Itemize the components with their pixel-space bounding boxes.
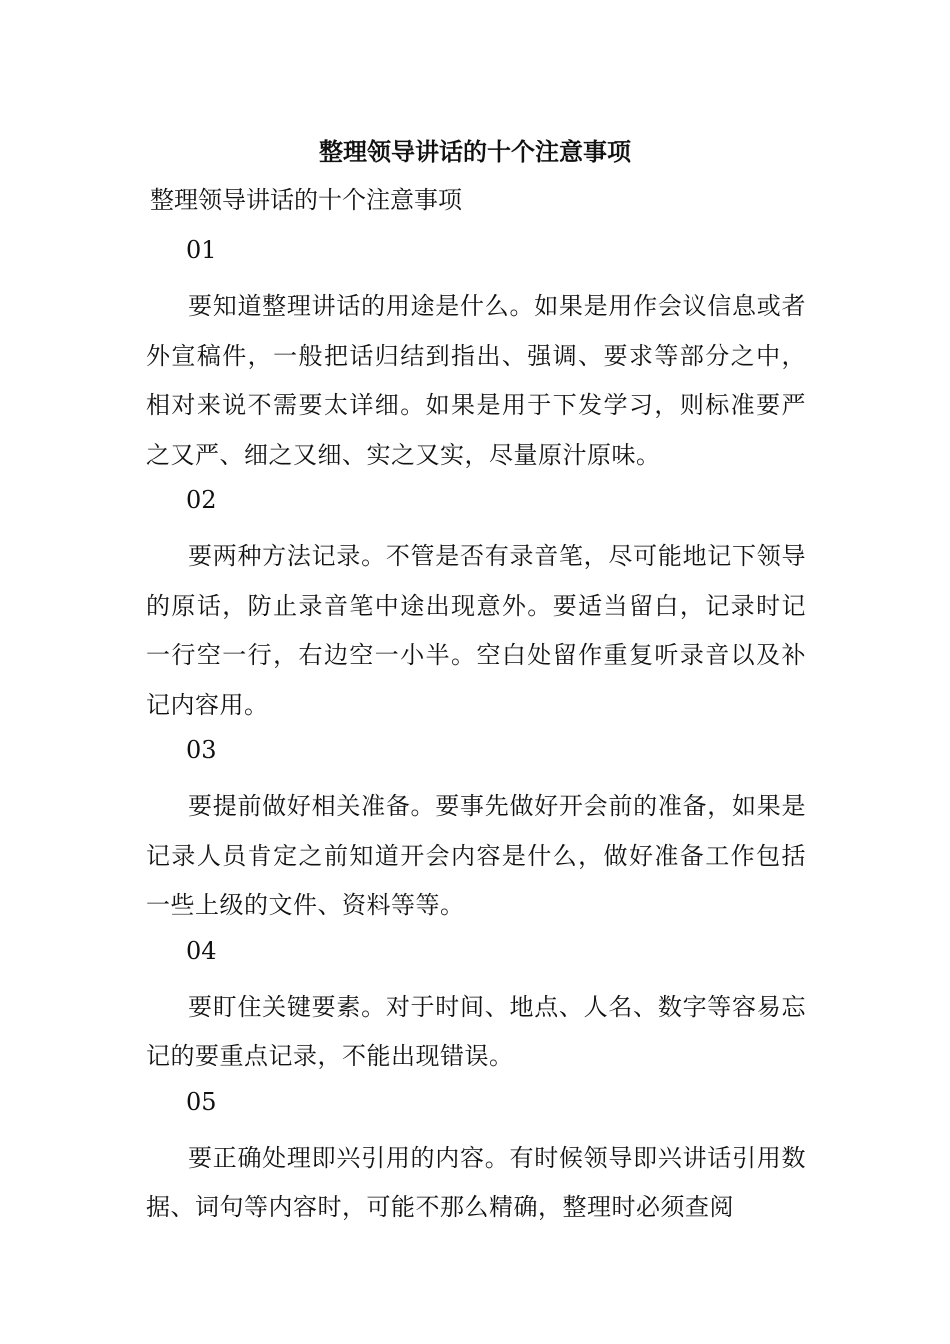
section-number: 01 (186, 236, 217, 264)
section-number: 04 (186, 936, 217, 965)
section-paragraph: 要盯住关键要素。对于时间、地点、人名、数字等容易忘记的要重点记录，不能出现错误。 (146, 992, 806, 1070)
section-number: 02 (186, 486, 217, 514)
section-number: 03 (186, 736, 217, 764)
document-body (146, 232, 806, 1235)
section-paragraph: 要提前做好相关准备。要事先做好开会前的准备，如果是记录人员肯定之前知道开会内容是什么，做好准备工作包括一些上级的文件、资料等等。 (146, 792, 806, 919)
document-subtitle: 整理领导讲话的十个注意事项 (150, 186, 462, 214)
section-paragraph: 要知道整理讲话的用途是什么。如果是用作会议信息或者外宣稿件，一般把话归结到指出、强调、要求等部分之中，相对来说不需要太详细。如果是用于下发学习，则标准要严之又严、细之又细、实之又实，尽量原汁原味。 (146, 292, 806, 469)
section-paragraph: 要正确处理即兴引用的内容。有时候领导即兴讲话引用数据、词句等内容时，可能不那么精确，整理时必须查阅 (146, 1143, 806, 1221)
document-title: 整理领导讲话的十个注意事项 (319, 137, 631, 166)
section-number: 05 (186, 1087, 217, 1116)
section-paragraph: 要两种方法记录。不管是否有录音笔，尽可能地记下领导的原话，防止录音笔中途出现意外。要适当留白，记录时记一行空一行，右边空一小半。空白处留作重复听录音以及补记内容用。 (146, 542, 806, 719)
